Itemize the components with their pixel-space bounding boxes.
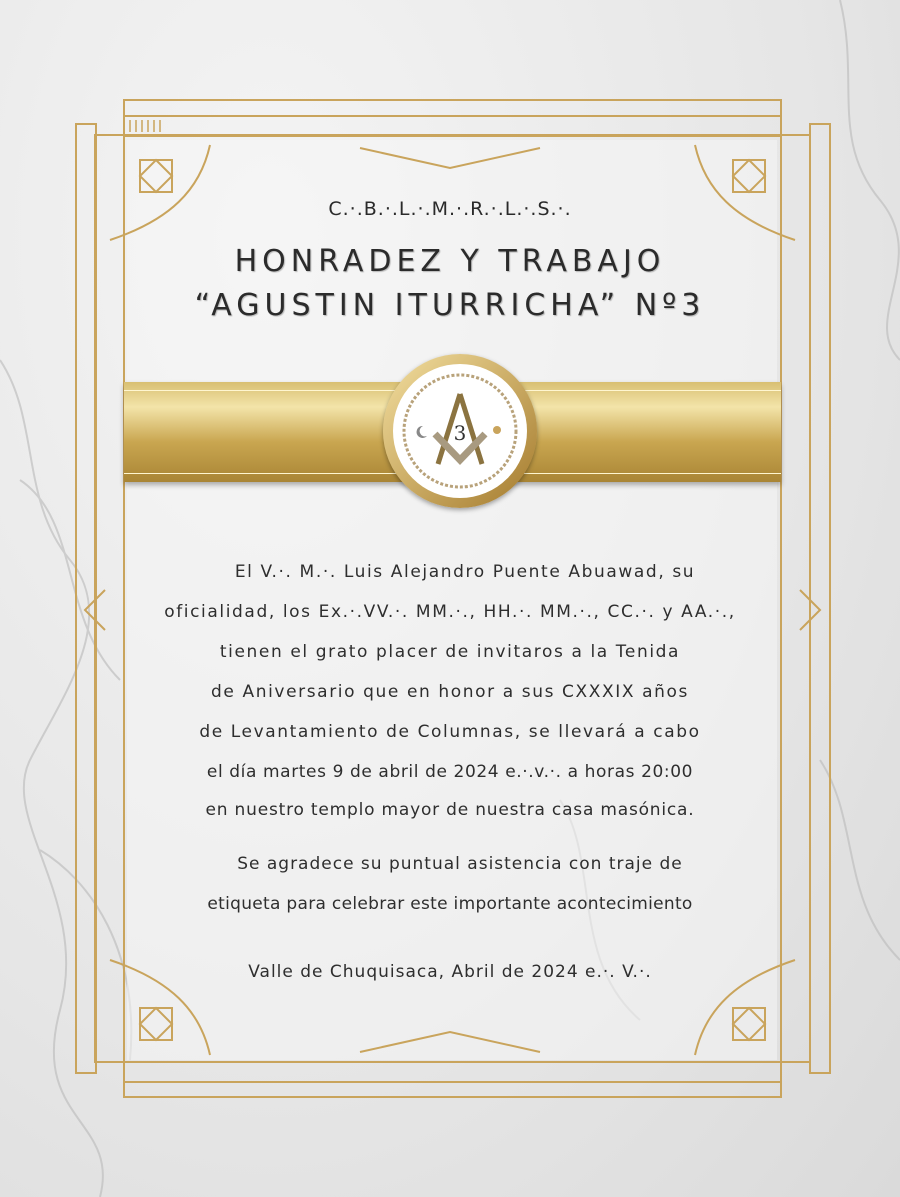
- body-line: de Aniversario que en honor a sus CXXXIX años: [211, 682, 689, 702]
- closing-place-date: Valle de Chuquisaca, Abril de 2024 e.·. V.·.: [248, 962, 652, 982]
- body-line: en nuestro templo mayor de nuestra casa masónica.: [205, 800, 695, 820]
- body-line: etiqueta para celebrar este importante acontecimiento: [207, 894, 693, 914]
- square-and-compass-icon: [393, 364, 527, 498]
- seal-number: 3: [453, 421, 467, 445]
- title-line-1: HONRADEZ Y TRABAJO: [234, 244, 666, 279]
- body-line: oficialidad, los Ex.·.VV.·. MM.·., HH.·. MM.·., CC.·. y AA.·.,: [164, 602, 736, 622]
- body-line: de Levantamiento de Columnas, se llevará a cabo: [199, 722, 701, 742]
- lodge-abbreviation: C.·.B.·.L.·.M.·.R.·.L.·.S.·.: [328, 198, 572, 220]
- body-line: tienen el grato placer de invitaros a la Tenida: [219, 642, 681, 662]
- lodge-seal: [383, 354, 537, 508]
- body-line: el día martes 9 de abril de 2024 e.·.v.·. a horas 20:00: [206, 762, 694, 782]
- body-line: El V.·. M.·. Luis Alejandro Puente Abuawad, su: [234, 562, 696, 582]
- body-line: Se agradece su puntual asistencia con traje de: [237, 854, 683, 874]
- title-line-2: “AGUSTIN ITURRICHA” Nº3: [194, 288, 706, 323]
